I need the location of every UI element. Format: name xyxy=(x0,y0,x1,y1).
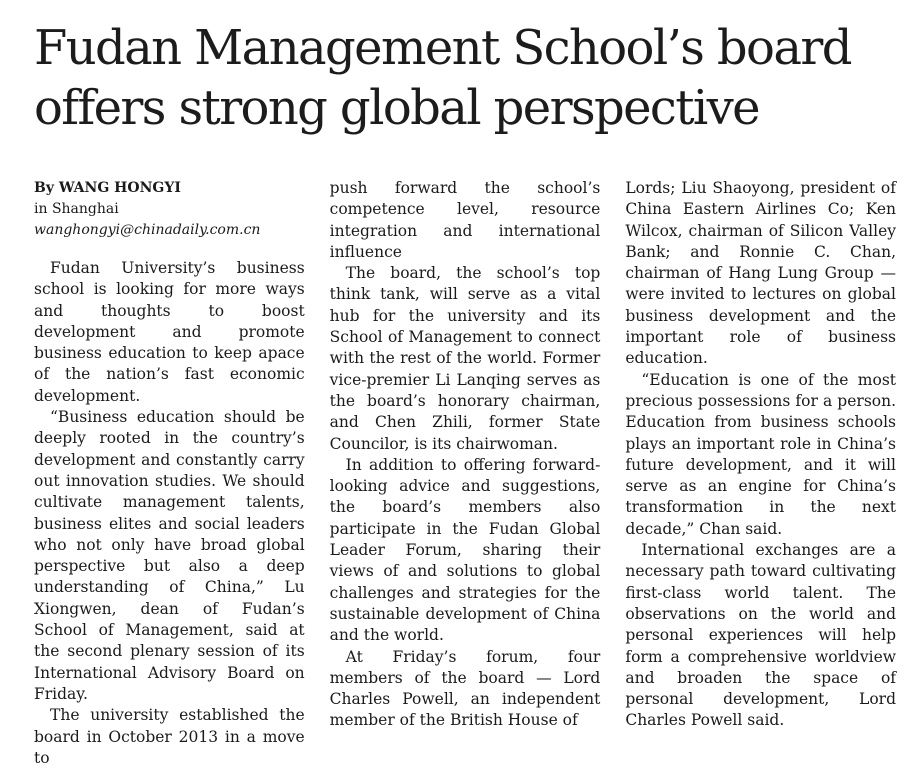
byline-author: By WANG HONGYI xyxy=(34,180,181,196)
paragraph: Lords; Liu Shaoyong, president of China Eastern Airlines Co; Ken Wilcox, chairman of Silicon Valley Bank; and Ronnie C. Chan, chairman of Hang Lung Group — were invited to lectures on global business development and the important role of business education. xyxy=(625,179,897,368)
paragraph: At Friday’s forum, four members of the board — Lord Charles Powell, an independent member of the British House of xyxy=(329,647,601,730)
byline-email: wanghongyi@chinadaily.com.cn xyxy=(34,222,261,238)
column-3 xyxy=(625,178,896,743)
column-2 xyxy=(330,178,601,743)
paragraph: Fudan University’s business school is looking for more ways and thoughts to boost development and promote business education to keep apace of the nation’s fast economic development. xyxy=(34,259,305,405)
paragraph: In addition to offering forward-looking advice and suggestions, the board’s members also participate in the Fudan Global Leader Forum, sharing their views of and solutions to global challenges and strategies for the sustainable development of China and the world. xyxy=(329,455,601,645)
paragraph: “Business education should be deeply rooted in the country’s development and constantly carry out innovation studies. We should cultivate management talents, business elites and social leaders who not only have broad global perspective but also a deep understanding of China,” Lu Xiongwen, dean of Fudan’s School of Management, said at the second plenary session of its International Advisory Board on Friday. xyxy=(34,408,305,703)
paragraph: The board, the school’s top think tank, will serve as a vital hub for the university and its School of Management to connect with the rest of the world. Former vice-premier Li Lanqing serves as the board’s honorary chairman, and Chen Zhili, former State Councilor, is its chairwoman. xyxy=(329,264,601,453)
article-body xyxy=(34,178,897,767)
paragraph: International exchanges are a necessary path toward cultivating first-class world talent. The observations on the world and personal experiences will help form a comprehensive worldview and broaden the space of personal development, Lord Charles Powell said. xyxy=(625,541,897,730)
paragraph: “Education is one of the most precious possessions for a person. Education from business schools plays an important role in China’s future development, and it will serve as an engine for China’s transformation in the next decade,” Chan said. xyxy=(625,370,897,538)
headline: Fudan Management School’s board offers strong global perspective xyxy=(34,20,851,136)
byline xyxy=(34,178,305,241)
paragraph: push forward the school’s competence level, resource integration and international influence xyxy=(329,179,601,261)
byline-location: in Shanghai xyxy=(34,201,119,217)
paragraph: The university established the board in October 2013 in a move to xyxy=(34,706,305,767)
column-1 xyxy=(34,178,305,767)
